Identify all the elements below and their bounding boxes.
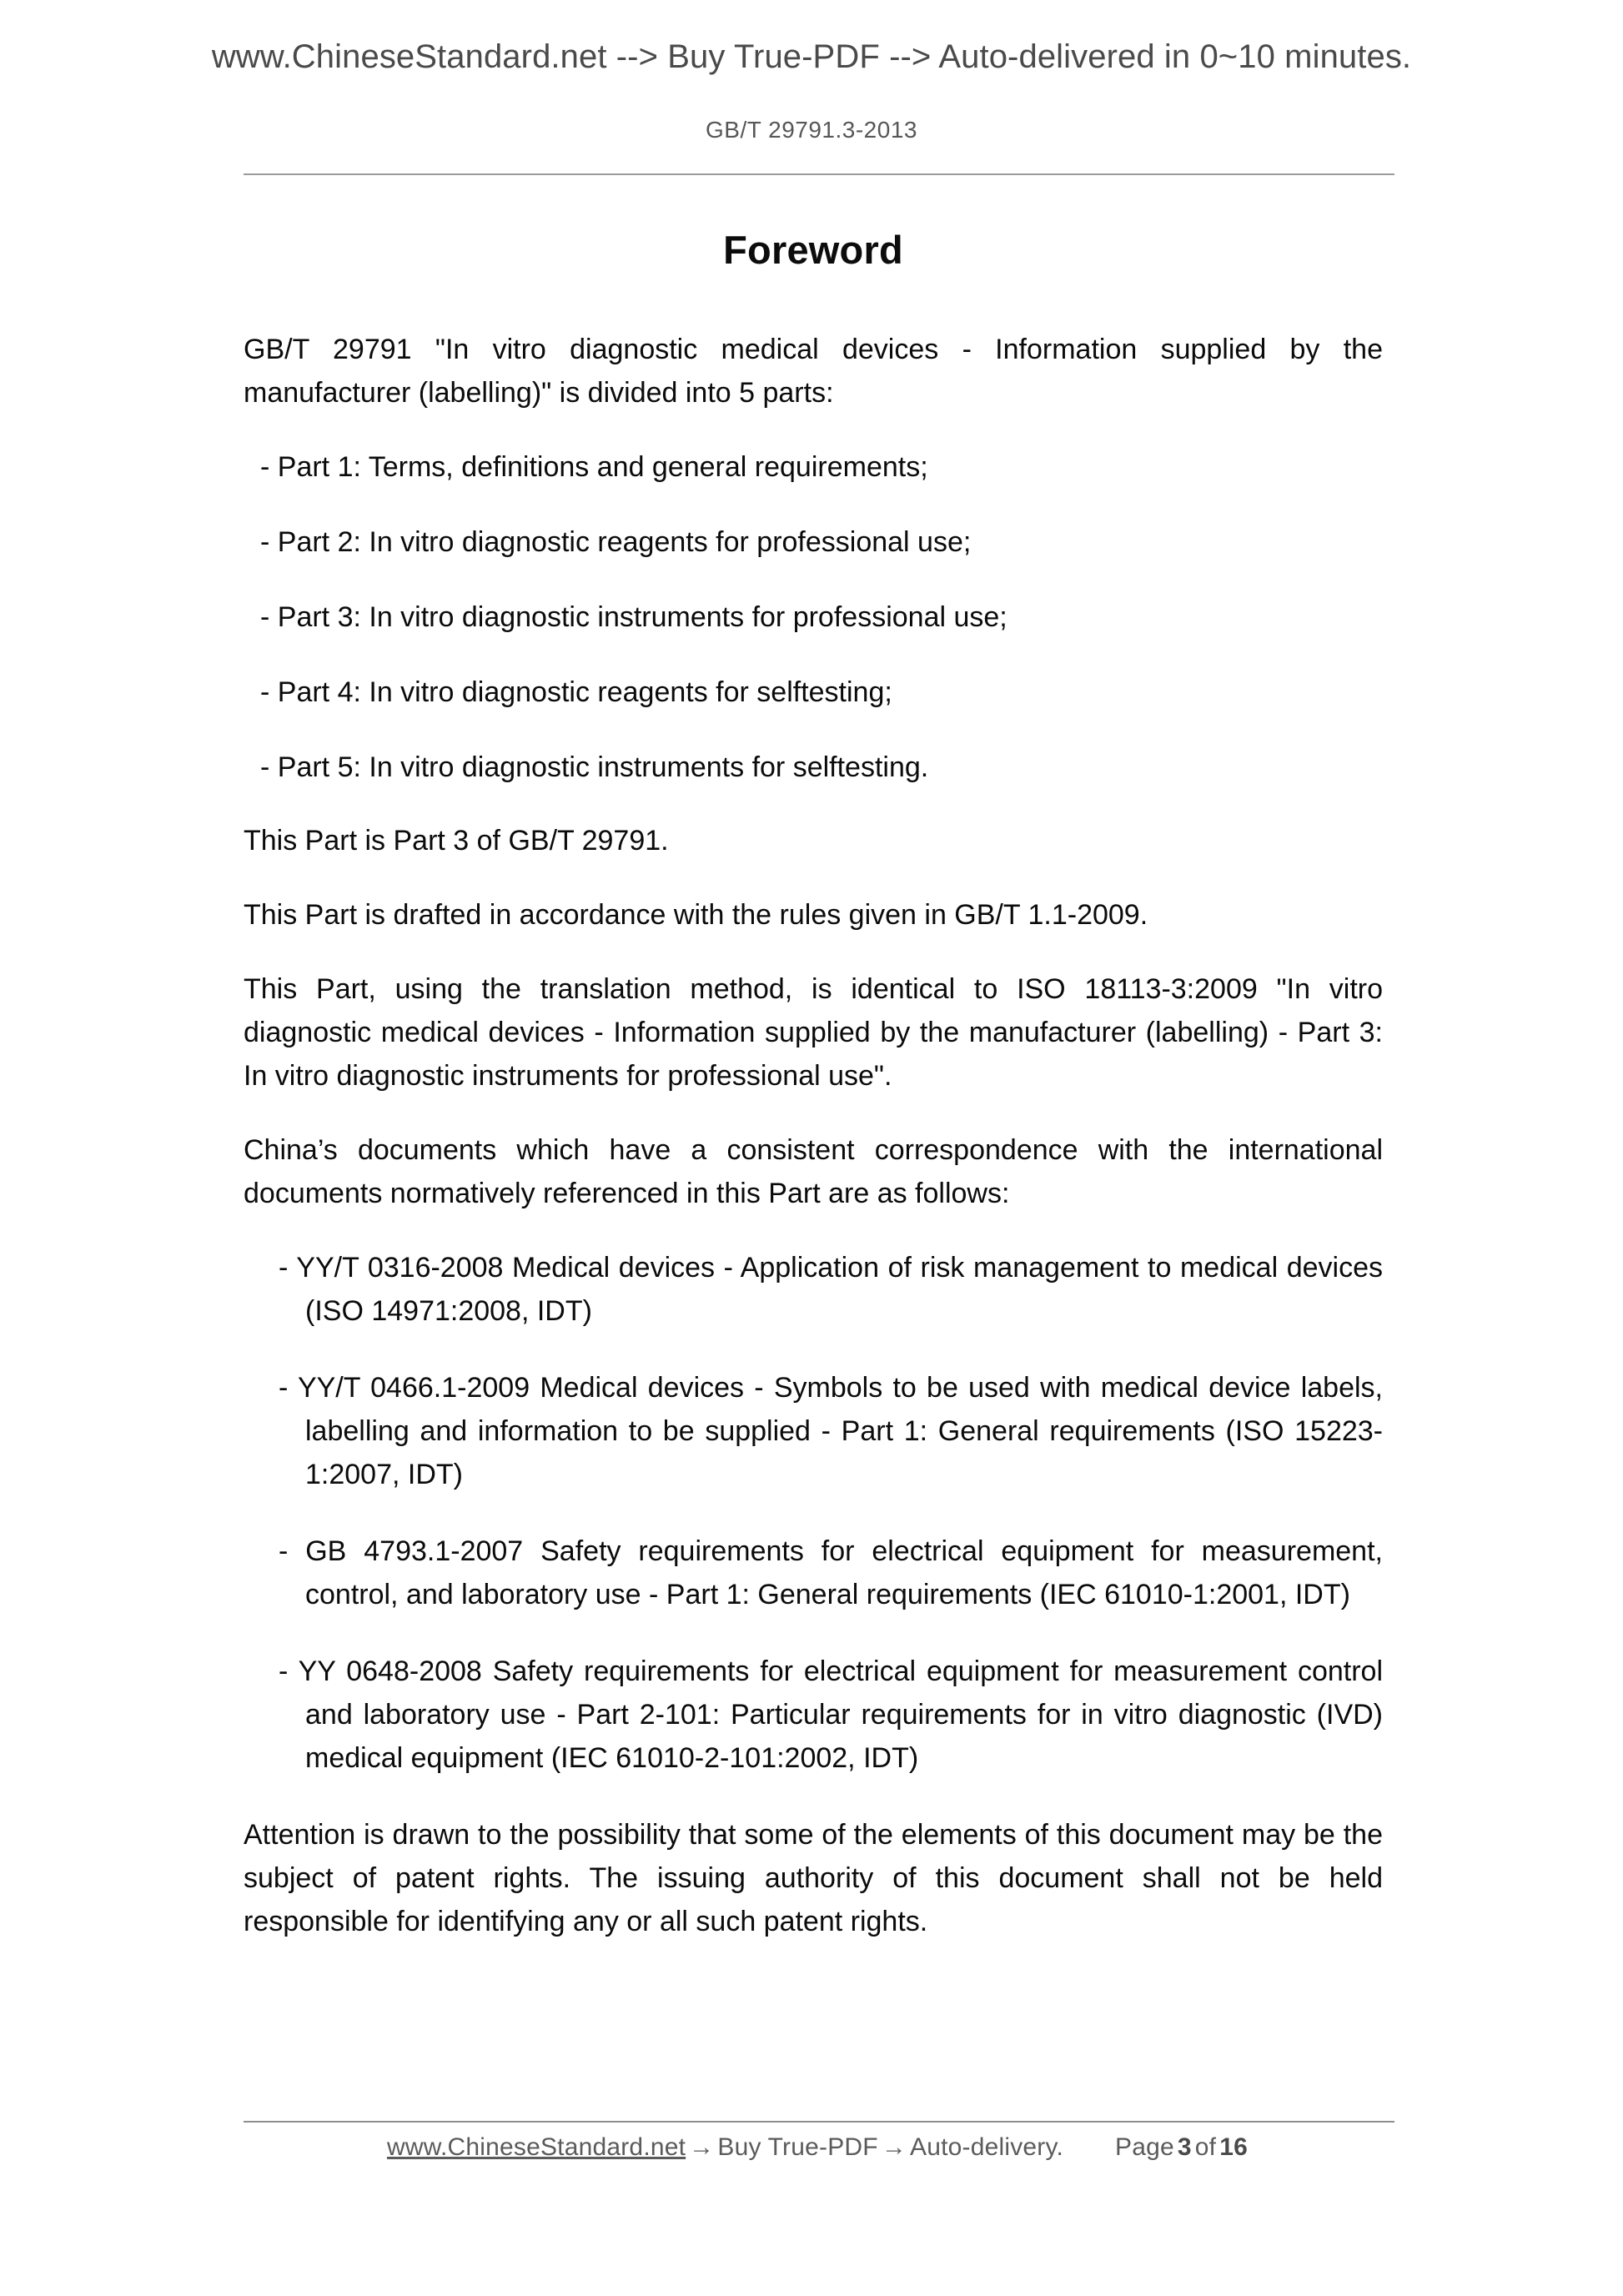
list-item: - YY/T 0316-2008 Medical devices - Application of risk management to medical devices (ISO 14971:2008, IDT) (279, 1252, 1383, 1327)
arrow-right-icon: → (689, 2133, 715, 2161)
footer-delivery-text: Auto-delivery. (910, 2133, 1064, 2161)
standard-code-header: GB/T 29791.3-2013 (706, 117, 917, 143)
paragraph-china-documents: China’s documents which have a consistent correspondence with the international documents normatively referenced in this Part are as follows: (244, 1134, 1383, 1209)
list-item: - Part 3: In vitro diagnostic instruments for professional use; (260, 601, 1007, 633)
list-item: - YY 0648-2008 Safety requirements for electrical equipment for measurement control and laboratory use - Part 2-101: Particular requirements for in vitro diagnostic (IVD) medical equipment (IEC 61010-2-101:2002, IDT) (279, 1655, 1383, 1774)
page-label: Page (1115, 2133, 1174, 2161)
page-title: Foreword (723, 228, 903, 272)
reference-list (244, 1246, 1383, 1780)
footer-buy-text: Buy True-PDF (717, 2133, 878, 2161)
page-footer (244, 2133, 1394, 2162)
list-item: - Part 2: In vitro diagnostic reagents for professional use; (260, 526, 972, 558)
parts-list (244, 445, 1383, 789)
paragraph-part-of: This Part is Part 3 of GB/T 29791. (244, 825, 669, 857)
footer-divider (244, 2121, 1394, 2123)
list-item: - Part 5: In vitro diagnostic instruments for selftesting. (260, 751, 929, 783)
list-item: - Part 4: In vitro diagnostic reagents for selftesting; (260, 676, 892, 708)
spacer (244, 809, 1383, 819)
arrow-right-icon: → (881, 2133, 907, 2161)
page-indicator (1115, 2133, 1251, 2161)
list-item: - YY/T 0466.1-2009 Medical devices - Symbols to be used with medical device labels, labelling and information to be supplied - Part 1: General requirements (ISO 15223-1:2007, IDT) (279, 1372, 1383, 1490)
intro-paragraph: GB/T 29791 "In vitro diagnostic medical devices - Information supplied by the manufacturer (labelling)" is divided into 5 parts: (244, 334, 1383, 409)
paragraph-drafted: This Part is drafted in accordance with the rules given in GB/T 1.1-2009. (244, 899, 1148, 931)
footer-url-link[interactable]: www.ChineseStandard.net (387, 2133, 686, 2161)
current-page-number: 3 (1177, 2133, 1192, 2161)
list-item: - GB 4793.1-2007 Safety requirements for electrical equipment for measurement, control, and laboratory use - Part 1: General requirements (IEC 61010-1:2001, IDT) (279, 1535, 1383, 1610)
total-page-count: 16 (1219, 2133, 1248, 2161)
list-item: - Part 1: Terms, definitions and general requirements; (260, 451, 928, 483)
document-body (244, 227, 1383, 1943)
header-divider (244, 173, 1394, 175)
paragraph-identical-iso: This Part, using the translation method, is identical to ISO 18113-3:2009 "In vitro diagnostic medical devices - Information supplied by the manufacturer (labelling) - Part 3: In vitro diagnostic instruments for professional use". (244, 973, 1383, 1092)
promo-header-text: www.ChineseStandard.net --> Buy True-PDF --> Auto-delivered in 0~10 minutes. (211, 38, 1412, 75)
of-label: of (1194, 2133, 1217, 2161)
paragraph-patent-attention: Attention is drawn to the possibility that some of the elements of this document may be the subject of patent rights. The issuing authority of this document shall not be held responsible for identifying any or all such patent rights. (244, 1819, 1383, 1937)
